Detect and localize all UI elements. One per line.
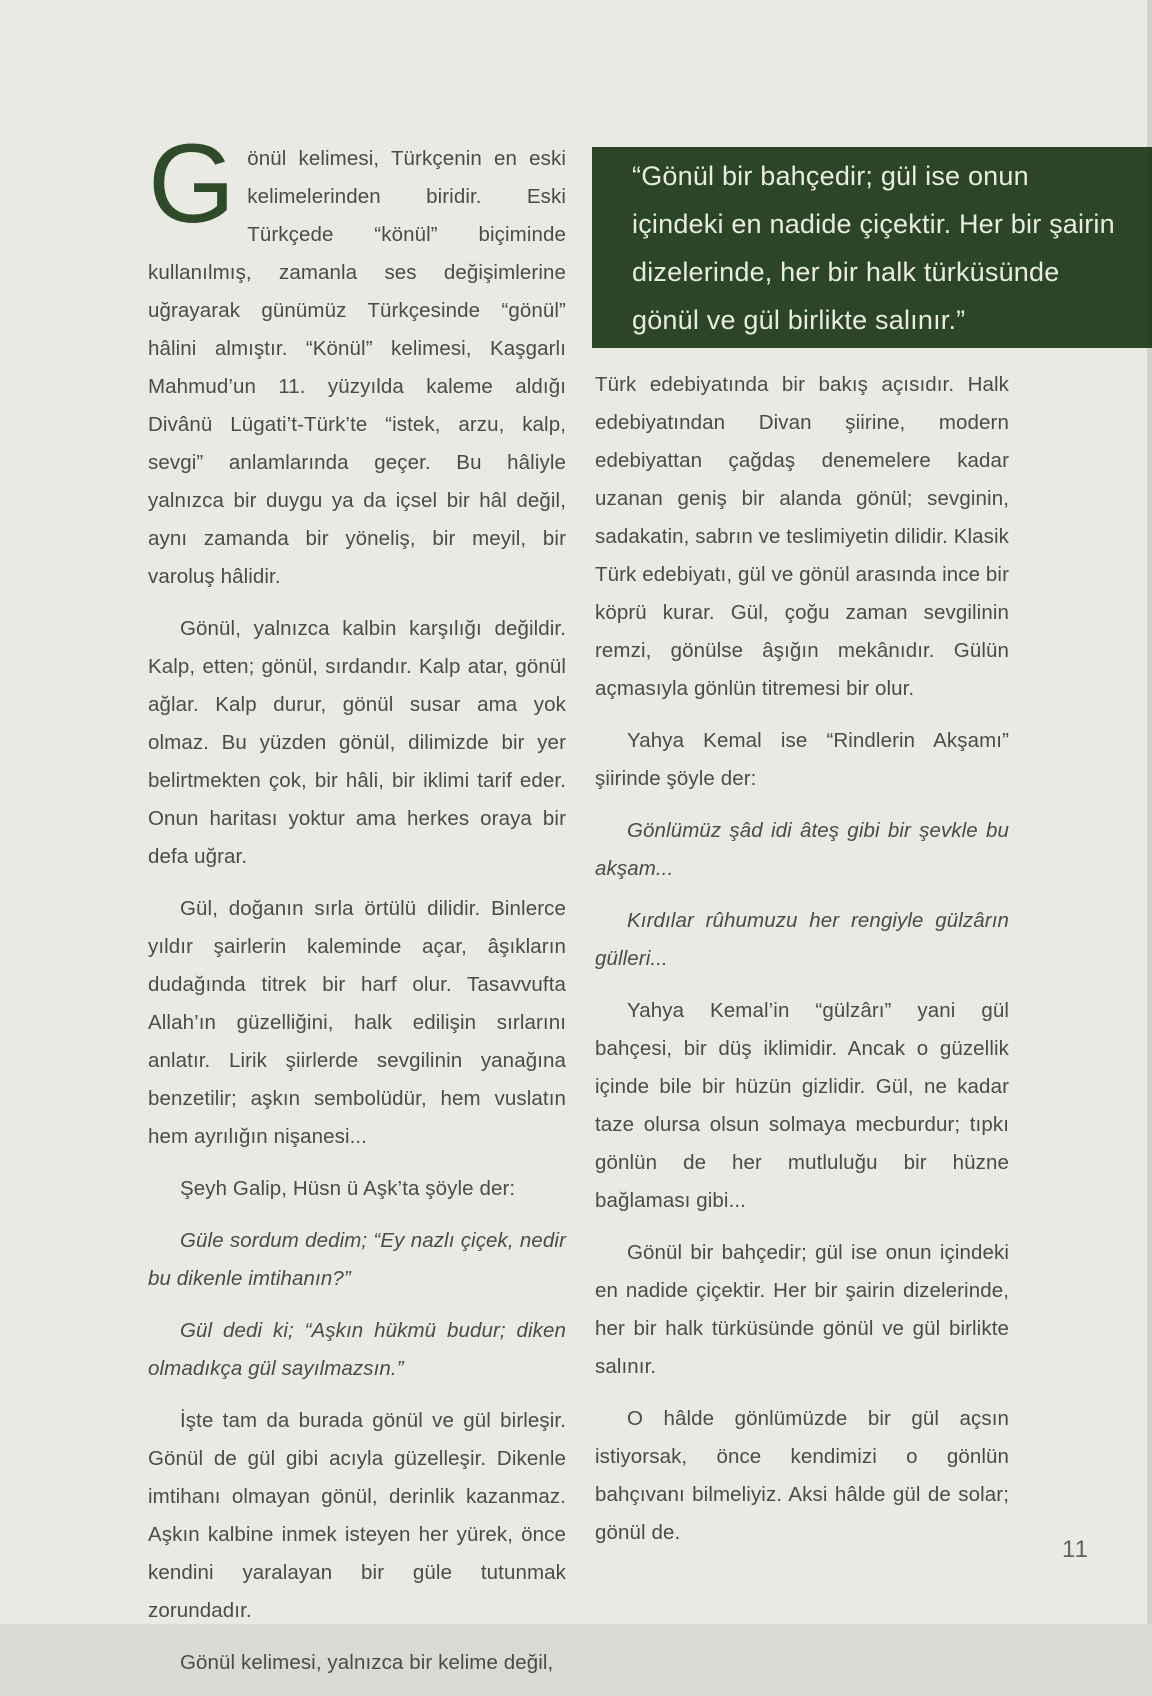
drop-cap: G	[148, 121, 236, 246]
left-column	[148, 121, 566, 1696]
paragraph: Gönül bir bahçedir; gül ise onun içindeki en nadide çiçektir. Her bir şairin dizelerinde, her bir halk türküsünde gönül ve gül birlikte salınır.	[595, 1241, 1009, 1378]
paragraph: Türk edebiyatında bir bakış açısıdır. Halk edebiyatından Divan şiirine, modern edebiyattan çağdaş denemelere kadar uzanan geniş bir alanda gönül; sevginin, sadakatin, sabrın ve teslimiyetin dilidir. Klasik Türk edebiyatı, gül ve gönül arasında ince bir köprü kurar. Gül, çoğu zaman sevgilinin remzi, gönülse âşığın mekânıdır. Gülün açmasıyla gönlün titremesi bir olur.	[595, 373, 1009, 700]
pull-quote-box	[592, 147, 1152, 348]
right-column	[595, 366, 1009, 1566]
pull-quote-text: “Gönül bir bahçedir; gül ise onun içindeki en nadide çiçektir. Her bir şairin dizelerinde, her bir halk türküsünde gönül ve gül birlikte salınır.”	[632, 160, 1115, 335]
paragraph: Şeyh Galip, Hüsn ü Aşk’ta şöyle der:	[180, 1177, 516, 1200]
paragraph: Gönül, yalnızca kalbin karşılığı değildir. Kalp, etten; gönül, sırdandır. Kalp atar, gönül ağlar. Kalp durur, gönül susar ama yok olmaz. Bu yüzden gönül, dilimizde bir yer belirtmekten çok, bir hâli, bir iklimi tarif eder. Onun haritası yoktur ama herkes oraya bir defa uğrar.	[148, 617, 566, 868]
verse-paragraph: Gül dedi ki; “Aşkın hükmü budur; diken olmadıkça gül sayılmazsın.”	[148, 1319, 566, 1380]
paragraph: İşte tam da burada gönül ve gül birleşir. Gönül de gül gibi acıyla güzelleşir. Dikenle imtihanı olmayan gönül, derinlik kazanmaz. Aşkın kalbine inmek isteyen her yürek, önce kendini yaralayan bir güle tutunmak zorundadır.	[148, 1409, 566, 1622]
verse-paragraph: Kırdılar rûhumuzu her rengiyle gülzârın gülleri...	[595, 909, 1009, 970]
paragraph: Gül, doğanın sırla örtülü dilidir. Binlerce yıldır şairlerin kaleminde açar, âşıkların dudağında titrek bir harf olur. Tasavvufta Allah’ın güzelliğini, halk edilişin sırlarını anlatır. Lirik şiirlerde sevgilinin yanağına benzetilir; aşkın sembolüdür, hem vuslatın hem ayrılığın nişanesi...	[148, 897, 566, 1148]
verse-paragraph: Gönlümüz şâd idi âteş gibi bir şevkle bu akşam...	[595, 819, 1009, 880]
paragraph	[148, 121, 566, 596]
paragraph: Yahya Kemal’in “gülzârı” yani gül bahçesi, bir düş iklimidir. Ancak o güzellik içinde bile bir hüzün gizlidir. Gül, ne kadar taze olursa olsun solmaya mecburdur; tıpkı gönlün de her mutluluğu bir hüzne bağlaması gibi...	[595, 999, 1009, 1212]
paragraph: Gönül kelimesi, yalnızca bir kelime değil,	[180, 1651, 554, 1674]
paragraph-text: önül kelimesi, Türkçenin en eski kelimelerinden biridir. Eski Türkçede “könül” biçiminde kullanılmış, zamanla ses değişimlerine uğrayarak günümüz Türkçesinde “gönül” hâlini almıştır. “Könül” kelimesi, Kaşgarlı Mahmud’un 11. yüzyılda kaleme aldığı Divânü Lügati’t-Türk’te “istek, arzu, kalp, sevgi” anlamlarında geçer. Bu hâliyle yalnızca bir duygu ya da içsel bir hâl değil, aynı zamanda bir yöneliş, bir meyil, bir varoluş hâlidir.	[148, 147, 566, 588]
page-number: 11	[1062, 1536, 1089, 1563]
paragraph: Yahya Kemal ise “Rindlerin Akşamı” şiirinde şöyle der:	[595, 729, 1009, 790]
paragraph: O hâlde gönlümüzde bir gül açsın istiyorsak, önce kendimizi o gönlün bahçıvanı bilmeliyiz. Aksi hâlde gül de solar; gönül de.	[595, 1407, 1009, 1544]
verse-paragraph: Güle sordum dedim; “Ey nazlı çiçek, nedir bu dikenle imtihanın?”	[148, 1229, 566, 1290]
